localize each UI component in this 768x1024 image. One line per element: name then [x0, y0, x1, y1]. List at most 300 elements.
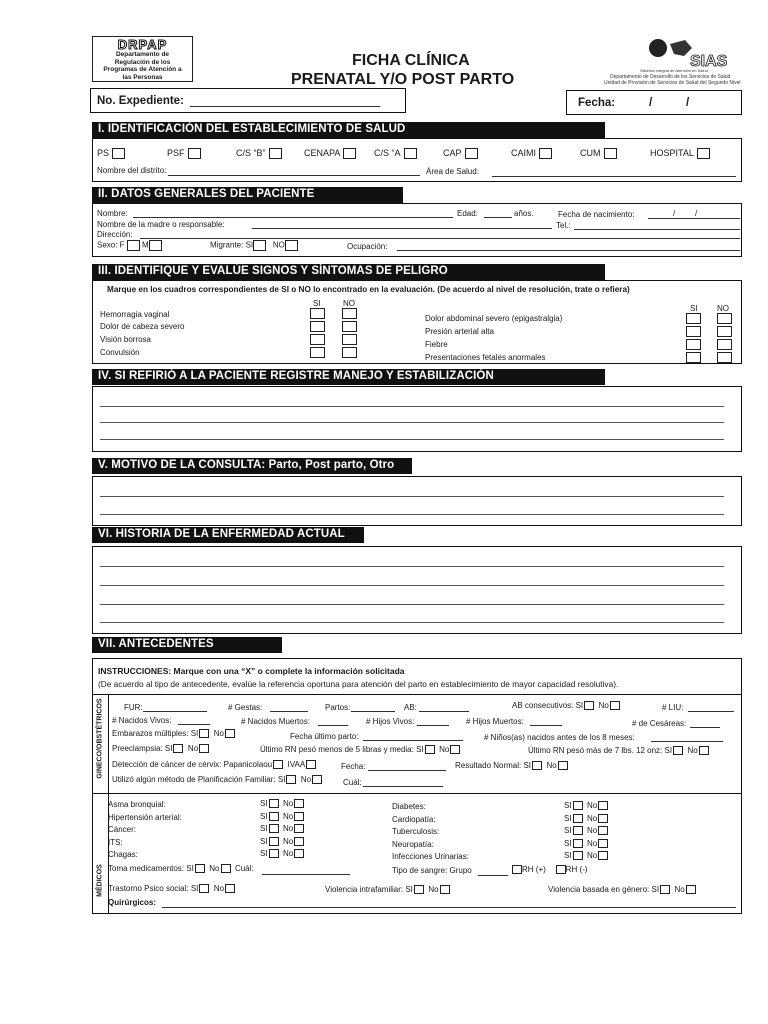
no-label: No	[546, 761, 557, 770]
direccion-label: Dirección:	[97, 230, 133, 239]
planificacion-familiar	[112, 775, 322, 784]
si-label: SI	[260, 812, 268, 821]
nacimiento-label: Fecha de nacimiento:	[558, 210, 635, 219]
medical-si-checkbox[interactable]	[573, 801, 583, 810]
medical-condition-options	[564, 801, 608, 810]
migrante-no-checkbox[interactable]	[285, 240, 298, 251]
no-label: No	[439, 745, 450, 754]
medical-condition-label: Hipertensión arterial:	[108, 813, 182, 822]
no-label: No	[587, 814, 598, 823]
establishment-option-label: CUM	[580, 148, 601, 158]
rh-positive-checkbox[interactable]	[512, 865, 522, 874]
rn-mas-7-libras-si-checkbox[interactable]	[673, 746, 683, 755]
drpap-line: Programas de Atención a	[103, 66, 182, 73]
tel-label: Tel.:	[556, 221, 571, 230]
preeclampsia-label: Preeclampsia: SI	[112, 744, 173, 753]
medical-si-checkbox[interactable]	[269, 824, 279, 833]
medicamentos-cual-field[interactable]	[262, 874, 350, 875]
preeclampsia-si-checkbox[interactable]	[173, 744, 183, 753]
medical-condition-options	[564, 839, 608, 848]
nacimiento-separator: /	[673, 209, 676, 218]
toma-medicamentos-label: Toma medicamentos: SI	[108, 864, 194, 873]
embarazos-multiples-no-checkbox[interactable]	[225, 729, 235, 738]
ocupacion-field[interactable]	[397, 250, 740, 251]
sias-logo	[640, 36, 730, 72]
quirurgicos-label: Quirúrgicos:	[108, 898, 157, 907]
no-label: No	[283, 849, 294, 858]
danger-sign-si-checkbox[interactable]	[686, 352, 701, 363]
violencia-intrafamiliar-label: Violencia intrafamiliar: SI	[325, 885, 413, 894]
medical-no-checkbox[interactable]	[598, 814, 608, 823]
medical-no-checkbox[interactable]	[598, 801, 608, 810]
no-label: No	[674, 885, 685, 894]
madre-field[interactable]	[252, 228, 552, 229]
psico-no-checkbox[interactable]	[225, 884, 235, 893]
rh-positive-label: RH (+)	[522, 865, 546, 874]
establishment-option-label: PS	[97, 148, 110, 158]
resultado-normal-no-checkbox[interactable]	[558, 761, 568, 770]
fecha-ultimo-parto-label: Fecha último parto:	[290, 732, 359, 741]
section-5-line[interactable]	[100, 514, 724, 515]
medical-condition-options	[260, 812, 304, 821]
no-label: No	[187, 744, 199, 753]
sexo-f-checkbox[interactable]	[127, 240, 140, 251]
section-4-box	[92, 386, 742, 452]
distrito-field[interactable]	[168, 175, 420, 176]
sexo-label	[97, 240, 162, 251]
danger-sign-no-checkbox[interactable]	[342, 308, 357, 319]
medical-si-checkbox[interactable]	[573, 851, 583, 860]
drpap-line: Departamento de	[115, 51, 170, 58]
no-column-header: NO	[717, 304, 729, 313]
section-6-line[interactable]	[100, 604, 724, 605]
violencia-genero-si-checkbox[interactable]	[660, 885, 670, 894]
cancer-fecha-field[interactable]	[368, 770, 446, 771]
instructions-note: (De acuerdo al tipo de antecedente, evalúe la referencia oportuna para atención del parto en establecimiento de mayor capacidad resolutiva).	[98, 679, 619, 689]
planificacion-no-checkbox[interactable]	[312, 775, 322, 784]
danger-sign-label: Presión arterial alta	[425, 327, 494, 336]
trastorno-psico-social	[108, 884, 235, 893]
area-field[interactable]	[492, 176, 736, 177]
establishment-option-checkbox[interactable]	[112, 148, 125, 159]
sexo-m-checkbox[interactable]	[149, 240, 162, 251]
establishment-option	[580, 148, 617, 159]
danger-sign-si-checkbox[interactable]	[686, 326, 701, 337]
violencia-genero-no-checkbox[interactable]	[686, 885, 696, 894]
rn-mas-7-libras	[528, 746, 709, 755]
establishment-option-checkbox[interactable]	[343, 148, 356, 159]
establishment-option-label: CAP	[443, 148, 462, 158]
danger-sign-si-checkbox[interactable]	[310, 334, 325, 345]
no-label: No	[209, 864, 220, 873]
quirurgicos-field[interactable]	[162, 907, 736, 908]
establishment-option-label: PSF	[167, 148, 185, 158]
medicamentos-no-checkbox[interactable]	[221, 864, 231, 873]
ab-consecutivos-label: AB consecutivos: SI	[512, 701, 584, 710]
violencia-si-checkbox[interactable]	[414, 885, 424, 894]
establishment-option-label: CENAPA	[304, 148, 341, 158]
no-label: No	[587, 851, 598, 860]
medical-condition	[108, 850, 138, 859]
medical-condition	[392, 802, 426, 811]
establishment-option	[374, 148, 417, 159]
section-2-header: II. DATOS GENERALES DEL PACIENTE	[92, 187, 403, 203]
rn-menos-5-libras-no-checkbox[interactable]	[450, 745, 460, 754]
medical-no-checkbox[interactable]	[294, 824, 304, 833]
medical-no-checkbox[interactable]	[294, 799, 304, 808]
edad-label: Edad:	[457, 209, 478, 218]
ivaa-checkbox[interactable]	[306, 760, 316, 769]
medical-condition	[392, 827, 439, 836]
no-label: No	[283, 799, 294, 808]
medical-condition-options	[260, 849, 304, 858]
establishment-option-checkbox[interactable]	[539, 148, 552, 159]
drpap-line: Regulación de los	[114, 58, 171, 66]
si-label: SI	[260, 837, 268, 846]
medical-no-checkbox[interactable]	[294, 837, 304, 846]
establishment-option-checkbox[interactable]	[697, 148, 710, 159]
danger-sign-label: Visión borrosa	[100, 335, 151, 344]
danger-sign-si-checkbox[interactable]	[310, 321, 325, 332]
no-column-header: NO	[343, 299, 355, 308]
establishment-option-label: HOSPITAL	[650, 148, 694, 158]
medical-condition	[392, 840, 434, 849]
embarazos-multiples-si-checkbox[interactable]	[199, 729, 209, 738]
establishment-option-checkbox[interactable]	[604, 148, 617, 159]
madre-label: Nombre de la madre o responsable:	[97, 220, 225, 229]
si-label: SI	[260, 849, 268, 858]
migrante-group	[210, 240, 298, 251]
psico-si-checkbox[interactable]	[199, 884, 209, 893]
nombre-field[interactable]	[133, 217, 453, 218]
ab-consecutivos-no-checkbox[interactable]	[610, 701, 620, 710]
ocupacion-label: Ocupación:	[347, 242, 388, 251]
medicamentos-si-checkbox[interactable]	[195, 864, 205, 873]
fecha-ultimo-parto-field[interactable]	[363, 740, 463, 741]
medical-condition-label: Cáncer:	[108, 825, 137, 834]
sias-emblem-icon	[640, 36, 730, 72]
medical-no-checkbox[interactable]	[598, 839, 608, 848]
instructions-title: INSTRUCCIONES: Marque con una “X” o complete la información solicitada	[98, 666, 405, 676]
si-label: SI	[564, 826, 572, 835]
drpap-line: las Personas	[122, 73, 163, 81]
si-column-header: SI	[313, 299, 321, 308]
ab-consecutivos	[512, 701, 620, 710]
nacidos-muertos-field[interactable]	[318, 725, 348, 726]
area-label: Área de Salud:	[426, 167, 479, 176]
danger-sign-label: Dolor de cabeza severo	[100, 322, 185, 331]
section-6-line[interactable]	[100, 585, 724, 586]
section-6-header: VI. HISTORIA DE LA ENFERMEDAD ACTUAL	[92, 527, 364, 543]
sias-tagline: Sistema Integral de Atención en Salud	[640, 68, 708, 73]
rh-negative-label: RH (-)	[565, 865, 588, 874]
danger-sign-si-checkbox[interactable]	[310, 347, 325, 358]
section-5-header: V. MOTIVO DE LA CONSULTA: Parto, Post parto, Otro	[92, 458, 412, 474]
resultado-normal	[455, 761, 568, 770]
sias-dept: Departamento de Desarrollo de los Servicios de Salud	[610, 74, 731, 80]
establishment-option	[236, 148, 282, 159]
establishment-option	[443, 148, 478, 159]
nacimiento-separator: /	[695, 209, 698, 218]
medical-condition-options	[564, 851, 608, 860]
medical-si-checkbox[interactable]	[573, 839, 583, 848]
drpap-abbr: DRPAP	[117, 37, 168, 52]
medical-no-checkbox[interactable]	[598, 826, 608, 835]
medical-condition-label: Infecciones Urinarias:	[392, 852, 469, 861]
medical-si-checkbox[interactable]	[269, 812, 279, 821]
resultado-normal-label: Resultado Normal: SI	[455, 761, 532, 770]
violencia-genero-label: Violencia basada en género: SI	[548, 885, 660, 894]
danger-sign-label: Hemorragia vaginal	[100, 310, 170, 319]
section-6-box	[92, 546, 742, 634]
establishment-option-label: CAIMI	[511, 148, 537, 158]
section-1-header: I. IDENTIFICACIÓN DEL ESTABLECIMIENTO DE SALUD	[92, 122, 605, 138]
ivaa-label: IVAA	[287, 760, 306, 769]
nacidos-vivos-field[interactable]	[178, 724, 210, 725]
no-label: No	[283, 837, 294, 846]
danger-sign-no-checkbox[interactable]	[717, 313, 732, 324]
medical-no-checkbox[interactable]	[294, 812, 304, 821]
medicos-divider	[92, 793, 742, 794]
medical-condition-label: ITS:	[108, 838, 123, 847]
embarazos-multiples-label: Embarazos múltiples: SI	[112, 729, 199, 738]
partos-field[interactable]	[351, 711, 395, 712]
medical-no-checkbox[interactable]	[294, 849, 304, 858]
si-label: SI	[260, 824, 268, 833]
danger-sign-no-checkbox[interactable]	[717, 352, 732, 363]
papanicolaou-checkbox[interactable]	[273, 760, 283, 769]
si-label: SI	[564, 851, 572, 860]
section-3-header: III. IDENTIFIQUE Y EVALÚE SIGNOS Y SÍNTOMAS DE PELIGRO	[92, 264, 605, 280]
expediente-label: No. Expediente:	[97, 95, 184, 107]
planificacion-cual-label: Cuál:	[343, 778, 362, 787]
section-7-header: VII. ANTECEDENTES	[92, 637, 282, 653]
anos-label: años.	[514, 209, 534, 218]
si-label: SI	[564, 814, 572, 823]
rn-mas-7-libras-no-checkbox[interactable]	[699, 746, 709, 755]
section-3-instructions: Marque en los cuadros correspondientes de SI o NO lo encontrado en la evaluación. (De acuerdo al nivel de resolución, trate o refiera)	[107, 285, 630, 294]
danger-sign-si-checkbox[interactable]	[686, 339, 701, 350]
no-label: No	[283, 824, 294, 833]
cancer-fecha-label: Fecha:	[341, 762, 366, 771]
section-4-line[interactable]	[100, 422, 724, 423]
edad-field[interactable]	[484, 217, 512, 218]
distrito-label: Nombre del distrito:	[97, 166, 167, 175]
cesareas-label: # de Cesáreas:	[632, 719, 687, 728]
medical-condition-label: Tuberculosis:	[392, 827, 440, 836]
section-5-line[interactable]	[100, 496, 724, 497]
rn-menos-5-libras	[260, 745, 460, 754]
medical-condition	[108, 813, 182, 822]
medical-condition-options	[260, 824, 304, 833]
ninos-8-meses-field[interactable]	[651, 741, 723, 742]
establishment-option-label: C/S “B”	[236, 148, 266, 158]
establishment-option-checkbox[interactable]	[465, 148, 478, 159]
danger-sign-no-checkbox[interactable]	[342, 334, 357, 345]
ab-label: AB:	[404, 703, 417, 712]
no-label: No	[587, 839, 598, 848]
planificacion-familiar-label: Utilizó algún método de Planificación Familiar: SI	[112, 775, 286, 784]
gestas-field[interactable]	[270, 711, 308, 712]
grupo-sanguineo-field[interactable]	[478, 875, 508, 876]
danger-sign-no-checkbox[interactable]	[342, 347, 357, 358]
medical-condition	[392, 852, 469, 861]
cancer-cervix	[112, 760, 316, 769]
medical-condition-options	[564, 814, 608, 823]
establishment-option-label: C/S “A	[374, 148, 401, 158]
establishment-option-checkbox[interactable]	[269, 148, 282, 159]
medical-condition	[108, 800, 166, 809]
ab-consecutivos-si-checkbox[interactable]	[584, 701, 594, 710]
section-5-box	[92, 476, 742, 526]
nacidos-muertos-label: # Nacidos Muertos:	[241, 717, 310, 726]
no-label: No	[587, 801, 598, 810]
preeclampsia	[112, 744, 209, 753]
danger-sign-label: Dolor abdominal severo (epigastralgia)	[425, 314, 563, 323]
medical-condition-label: Chagas:	[108, 850, 138, 859]
medical-condition-options	[260, 799, 304, 808]
liu-label: # LIU:	[662, 703, 684, 712]
expediente-field[interactable]	[190, 106, 380, 107]
danger-sign-no-checkbox[interactable]	[342, 321, 357, 332]
violencia-genero	[548, 885, 696, 894]
partos-label: Partos:	[325, 703, 351, 712]
danger-sign-si-checkbox[interactable]	[310, 308, 325, 319]
medical-si-checkbox[interactable]	[573, 814, 583, 823]
medical-condition-label: Diabetes:	[392, 802, 426, 811]
no-label: No	[587, 826, 598, 835]
no-label: No	[300, 775, 312, 784]
establishment-option	[304, 148, 356, 159]
migrante-label: Migrante: SI	[210, 240, 254, 250]
embarazos-multiples	[112, 729, 235, 738]
medical-condition	[392, 815, 436, 824]
no-label: No	[598, 701, 609, 710]
violencia-no-checkbox[interactable]	[440, 885, 450, 894]
danger-sign-no-checkbox[interactable]	[717, 339, 732, 350]
svg-text:SIAS: SIAS	[690, 53, 728, 70]
resultado-normal-si-checkbox[interactable]	[532, 761, 542, 770]
sexo-f-label: Sexo: F	[97, 240, 125, 250]
page-subtitle: PRENATAL Y/O POST PARTO	[291, 71, 515, 88]
direccion-field[interactable]	[140, 238, 740, 239]
section-4-line[interactable]	[100, 439, 724, 440]
hijos-muertos-label: # Hijos Muertos:	[466, 717, 524, 726]
danger-sign-label: Presentaciones fetales anormales	[425, 353, 546, 362]
cancer-cervix-label: Detección de cáncer de cérvix: Papanicolaou	[112, 760, 273, 769]
establishment-option-checkbox[interactable]	[404, 148, 417, 159]
medical-condition-label: Asma bronquial:	[108, 800, 166, 809]
ninos-8-meses-label: # Niños(as) nacidos antes de los 8 meses:	[484, 733, 635, 742]
danger-sign-label: Fiebre	[425, 340, 448, 349]
danger-sign-label: Convulsión	[100, 348, 140, 357]
sias-unit: Unidad de Provisión de Servicios de Salud del Segundo Nivel	[604, 80, 741, 86]
si-label: SI	[564, 801, 572, 810]
danger-sign-si-checkbox[interactable]	[686, 313, 701, 324]
no-label: No	[687, 746, 698, 755]
no-label: No	[428, 885, 439, 894]
gineco-vertical-label: GINECO/OBSTÉTRICOS	[96, 698, 104, 779]
medical-condition-options	[260, 837, 304, 846]
migrante-no-label: NO	[272, 240, 285, 250]
fecha-separator: /	[686, 97, 690, 109]
medical-condition	[108, 838, 123, 847]
rn-menos-5-libras-si-checkbox[interactable]	[425, 745, 435, 754]
fur-label: FUR:	[124, 703, 143, 712]
preeclampsia-no-checkbox[interactable]	[199, 744, 209, 753]
gineco-divider	[92, 694, 742, 695]
establishment-option	[650, 148, 710, 159]
violencia-intrafamiliar	[325, 885, 450, 894]
medical-si-checkbox[interactable]	[269, 837, 279, 846]
drpap-logo	[92, 36, 193, 82]
establishment-option	[511, 148, 552, 159]
nombre-label: Nombre:	[97, 209, 128, 218]
fur-field[interactable]	[143, 711, 207, 712]
section-6-line[interactable]	[100, 622, 724, 623]
danger-sign-no-checkbox[interactable]	[717, 326, 732, 337]
cesareas-field[interactable]	[690, 727, 720, 728]
medical-si-checkbox[interactable]	[269, 849, 279, 858]
no-label: No	[213, 729, 224, 738]
rh-options	[511, 865, 587, 874]
rn-mas-7-libras-label: Último RN pesó más de 7 lbs. 12 onz: SI	[528, 746, 673, 755]
hijos-vivos-field[interactable]	[417, 725, 449, 726]
toma-medicamentos	[108, 864, 254, 873]
planificacion-cual-field[interactable]	[363, 786, 443, 787]
sexo-m-label: M	[142, 240, 149, 250]
rh-negative-checkbox[interactable]	[556, 865, 566, 874]
migrante-si-checkbox[interactable]	[253, 240, 266, 251]
ab-field[interactable]	[419, 711, 469, 712]
no-label: No	[213, 884, 225, 893]
medical-condition	[108, 825, 136, 834]
si-label: SI	[564, 839, 572, 848]
nacimiento-field[interactable]	[648, 218, 740, 219]
medical-si-checkbox[interactable]	[573, 826, 583, 835]
medical-condition-label: Neuropatía:	[392, 840, 434, 849]
medical-no-checkbox[interactable]	[598, 851, 608, 860]
establishment-option	[97, 148, 125, 159]
no-label: No	[283, 812, 294, 821]
hijos-vivos-label: # Hijos Vivos:	[366, 717, 415, 726]
section-2-box	[92, 203, 742, 257]
page-title: FICHA CLÍNICA	[352, 52, 470, 69]
tipo-sangre-label: Tipo de sangre: Grupo	[392, 866, 472, 875]
establishment-option-checkbox[interactable]	[188, 148, 201, 159]
fecha-label: Fecha:	[578, 97, 616, 109]
planificacion-si-checkbox[interactable]	[286, 775, 296, 784]
rn-menos-5-libras-label: Último RN pesó menos de 5 libras y media: SI	[260, 745, 424, 754]
fecha-separator: /	[649, 97, 653, 109]
liu-field[interactable]	[688, 711, 734, 712]
si-label: SI	[260, 799, 268, 808]
medical-si-checkbox[interactable]	[269, 799, 279, 808]
section-6-line[interactable]	[100, 566, 724, 567]
establishment-option	[167, 148, 201, 159]
nacidos-vivos-label: # Nacidos Vivos:	[112, 716, 172, 725]
hijos-muertos-field[interactable]	[530, 725, 562, 726]
medical-condition-label: Cardiopatía:	[392, 815, 436, 824]
section-4-line[interactable]	[100, 406, 724, 407]
trastorno-psico-social-label: Trastorno Psico social: SI	[108, 884, 199, 893]
gestas-label: # Gestas:	[228, 703, 263, 712]
tel-field[interactable]	[574, 229, 740, 230]
section-4-header: IV. SI REFIRIÓ A LA PACIENTE REGISTRE MANEJO Y ESTABILIZACIÓN	[92, 369, 605, 385]
medical-condition-options	[564, 826, 608, 835]
medicamentos-cual-label: Cuál:	[234, 864, 254, 873]
si-column-header: SI	[690, 304, 698, 313]
